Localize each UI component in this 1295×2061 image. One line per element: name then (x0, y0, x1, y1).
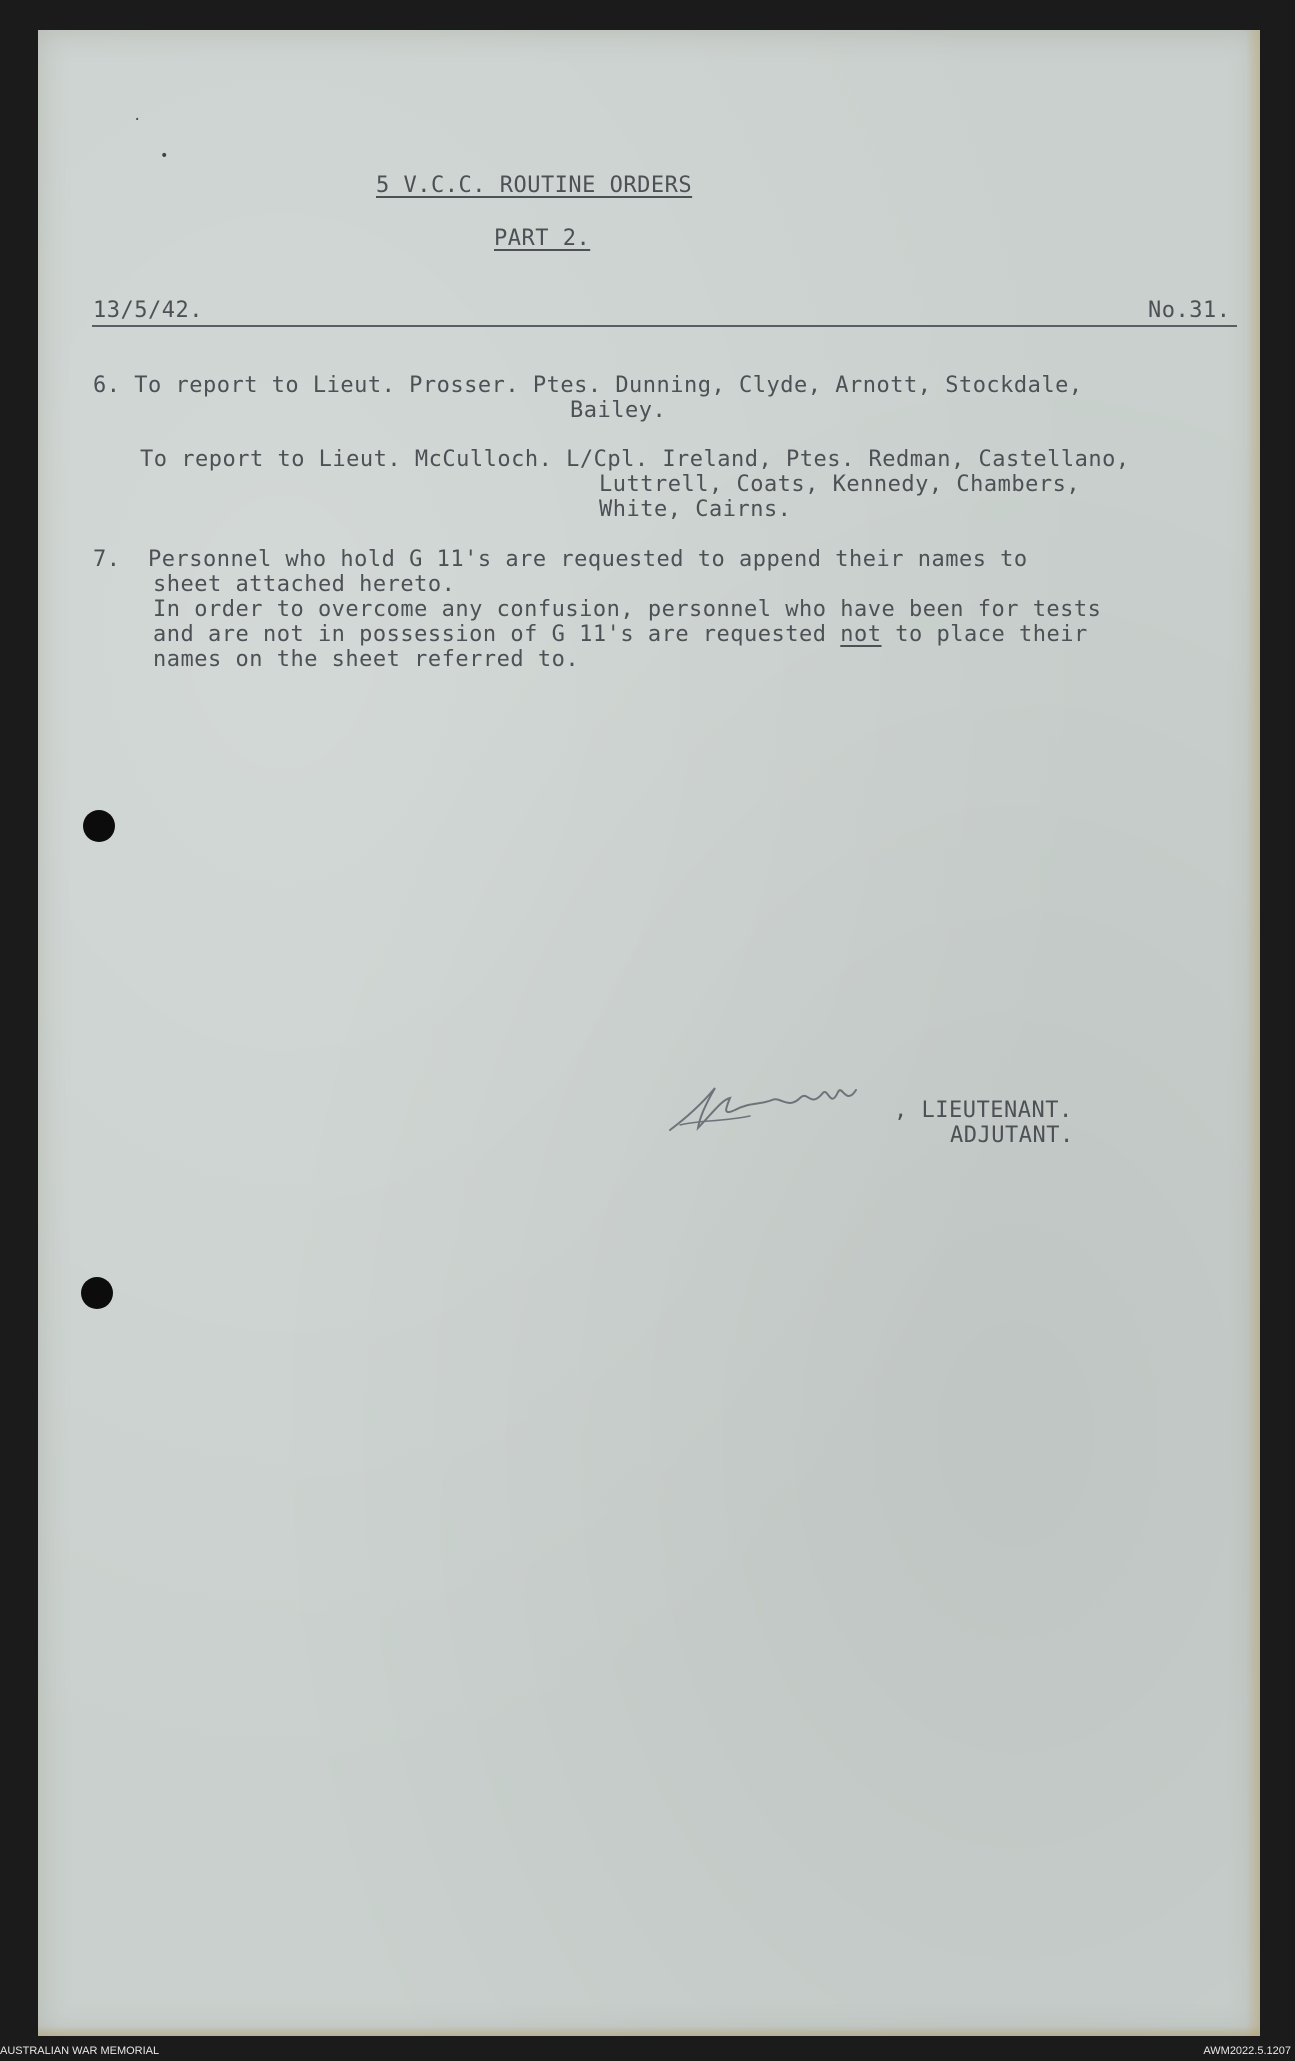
page-subtitle: PART 2. (494, 226, 591, 251)
item-7-line: and are not in possession of G 11's are requested not to place their (153, 622, 1088, 647)
document-sheet (38, 30, 1260, 2036)
signatory-rank: , LIEUTENANT. (894, 1098, 1073, 1123)
footer-reference: AWM2022.5.1207 (1203, 2045, 1291, 2057)
header-rule (92, 325, 1237, 327)
page-title: 5 V.C.C. ROUTINE ORDERS (376, 173, 693, 198)
binder-hole (83, 810, 115, 842)
handwritten-signature (660, 1080, 910, 1140)
signatory-role: ADJUTANT. (950, 1123, 1074, 1148)
item-7-line: sheet attached hereto. (153, 572, 456, 597)
item-6-line: 6. To report to Lieut. Prosser. Ptes. Dunning, Clyde, Arnott, Stockdale, (93, 373, 1083, 398)
footer-source: AUSTRALIAN WAR MEMORIAL (0, 2045, 160, 2057)
item-6-line: Bailey. (570, 398, 667, 423)
item-6b-line: Luttrell, Coats, Kennedy, Chambers, (599, 472, 1081, 497)
order-number: No.31. (1148, 298, 1231, 323)
item-7-line: 7. Personnel who hold G 11's are requested to append their names to (93, 547, 1028, 572)
pin-mark: · (133, 112, 142, 128)
item-6b-line: To report to Lieut. McCulloch. L/Cpl. Ireland, Ptes. Redman, Castellano, (140, 447, 1130, 472)
pin-mark: • (160, 148, 169, 164)
item-7-line: names on the sheet referred to. (153, 647, 580, 672)
emphasis-not: not (840, 622, 882, 647)
paper-edge-bottom (38, 2026, 1260, 2036)
item-7-line: In order to overcome any confusion, personnel who have been for tests (153, 597, 1102, 622)
binder-hole (81, 1277, 113, 1309)
item-6b-line: White, Cairns. (599, 497, 792, 522)
paper-edge-right (1246, 30, 1260, 2036)
order-date: 13/5/42. (93, 298, 203, 323)
